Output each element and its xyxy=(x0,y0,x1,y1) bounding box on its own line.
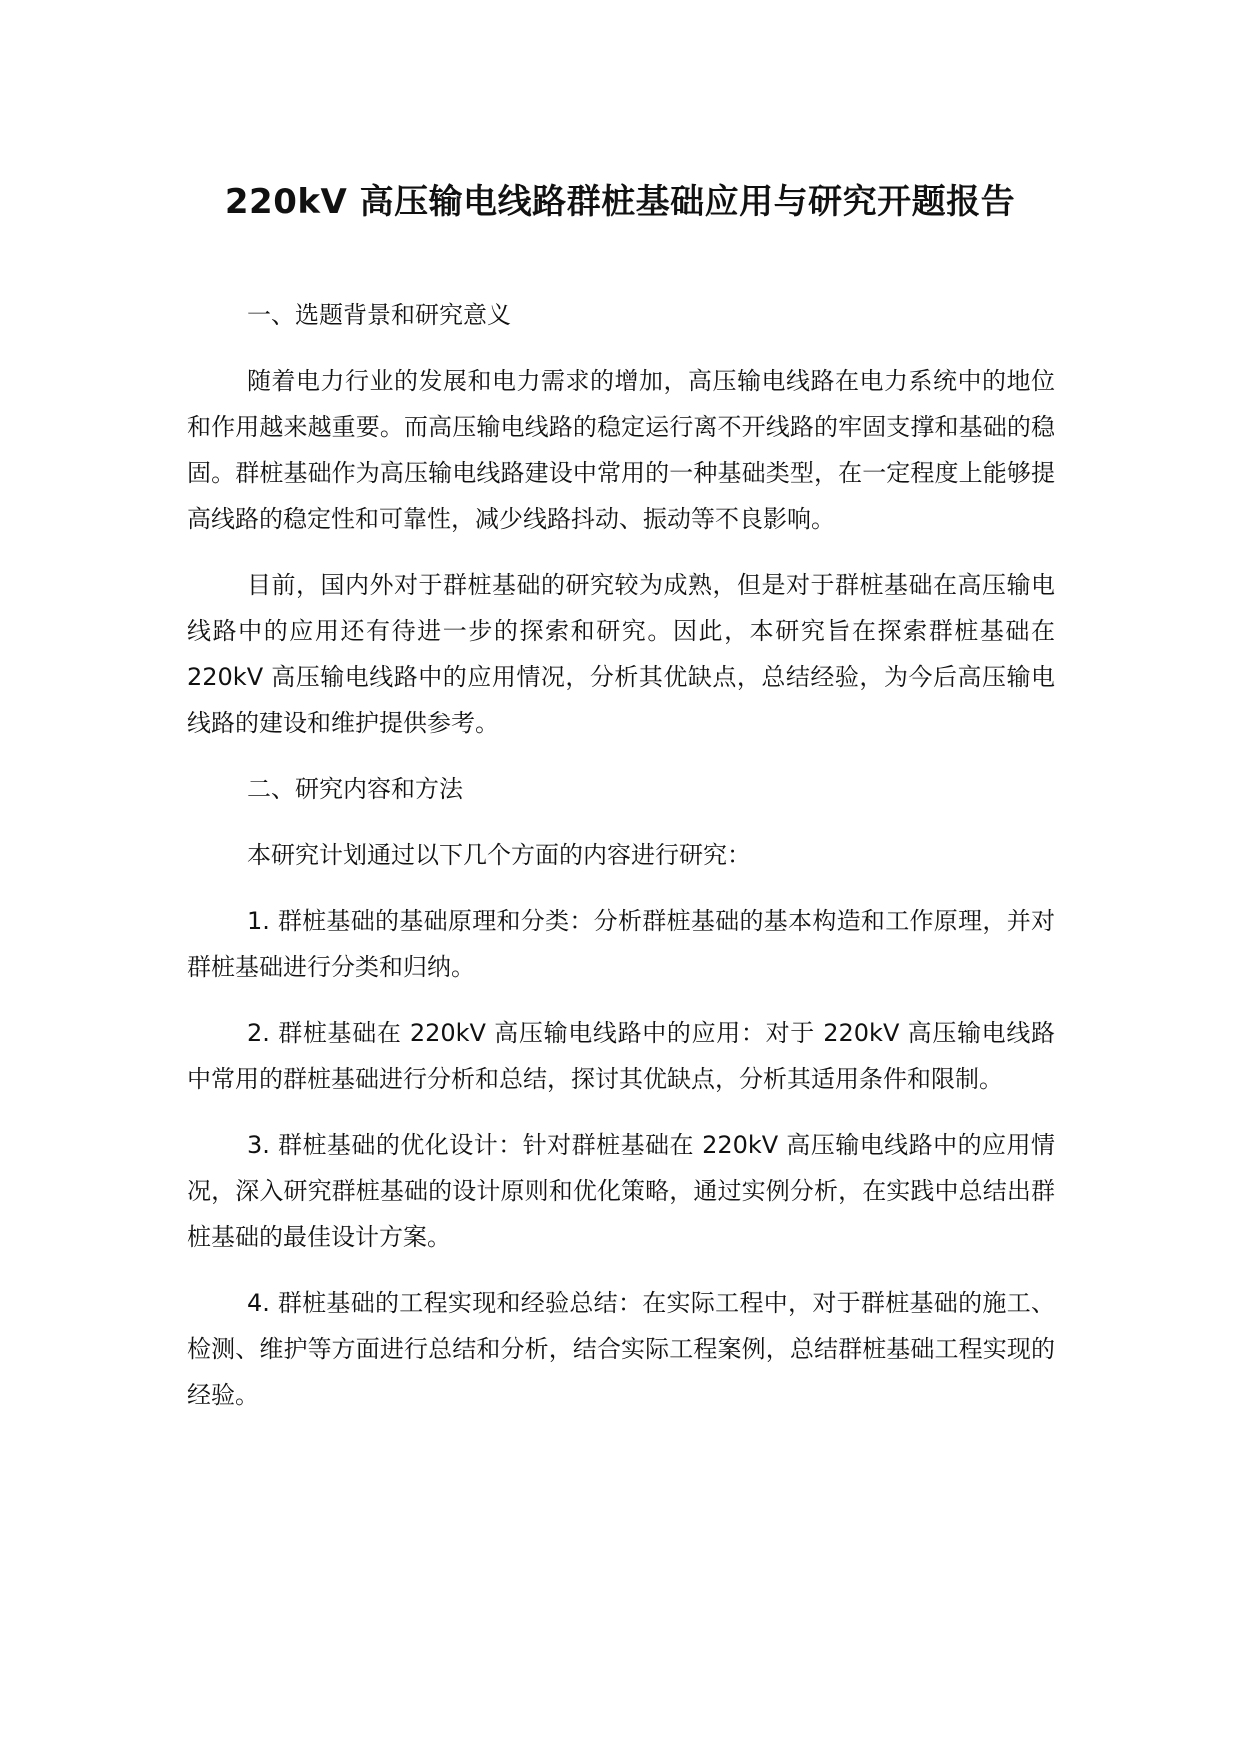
list-item-2: 2. 群桩基础在 220kV 高压输电线路中的应用：对于 220kV 高压输电线路中常用的群桩基础进行分析和总结，探讨其优缺点，分析其适用条件和限制。 xyxy=(187,1019,1055,1093)
paragraph-background-2: 目前，国内外对于群桩基础的研究较为成熟，但是对于群桩基础在高压输电线路中的应用还有待进一步的探索和研究。因此，本研究旨在探索群桩基础在 220kV 高压输电线路中的应用情况，分析其优缺点，总结经验，为今后高压输电线路的建设和维护提供参考。 xyxy=(187,571,1055,737)
document-title: 220kV 高压输电线路群桩基础应用与研究开题报告 xyxy=(224,182,1016,222)
document-body xyxy=(187,292,1055,1438)
paragraph-background-1: 随着电力行业的发展和电力需求的增加，高压输电线路在电力系统中的地位和作用越来越重要。而高压输电线路的稳定运行离不开线路的牢固支撑和基础的稳固。群桩基础作为高压输电线路建设中常用的一种基础类型，在一定程度上能够提高线路的稳定性和可靠性，减少线路抖动、振动等不良影响。 xyxy=(187,367,1055,533)
section-heading-content-methods: 二、研究内容和方法 xyxy=(247,775,463,803)
paragraph-content-intro: 本研究计划通过以下几个方面的内容进行研究： xyxy=(247,841,751,869)
section-heading-background: 一、选题背景和研究意义 xyxy=(247,301,511,329)
list-item-3: 3. 群桩基础的优化设计：针对群桩基础在 220kV 高压输电线路中的应用情况，深入研究群桩基础的设计原则和优化策略，通过实例分析，在实践中总结出群桩基础的最佳设计方案。 xyxy=(187,1131,1055,1251)
list-item-4: 4. 群桩基础的工程实现和经验总结：在实际工程中，对于群桩基础的施工、检测、维护等方面进行总结和分析，结合实际工程案例，总结群桩基础工程实现的经验。 xyxy=(187,1289,1055,1409)
list-item-1: 1. 群桩基础的基础原理和分类：分析群桩基础的基本构造和工作原理，并对群桩基础进行分类和归纳。 xyxy=(187,907,1055,981)
